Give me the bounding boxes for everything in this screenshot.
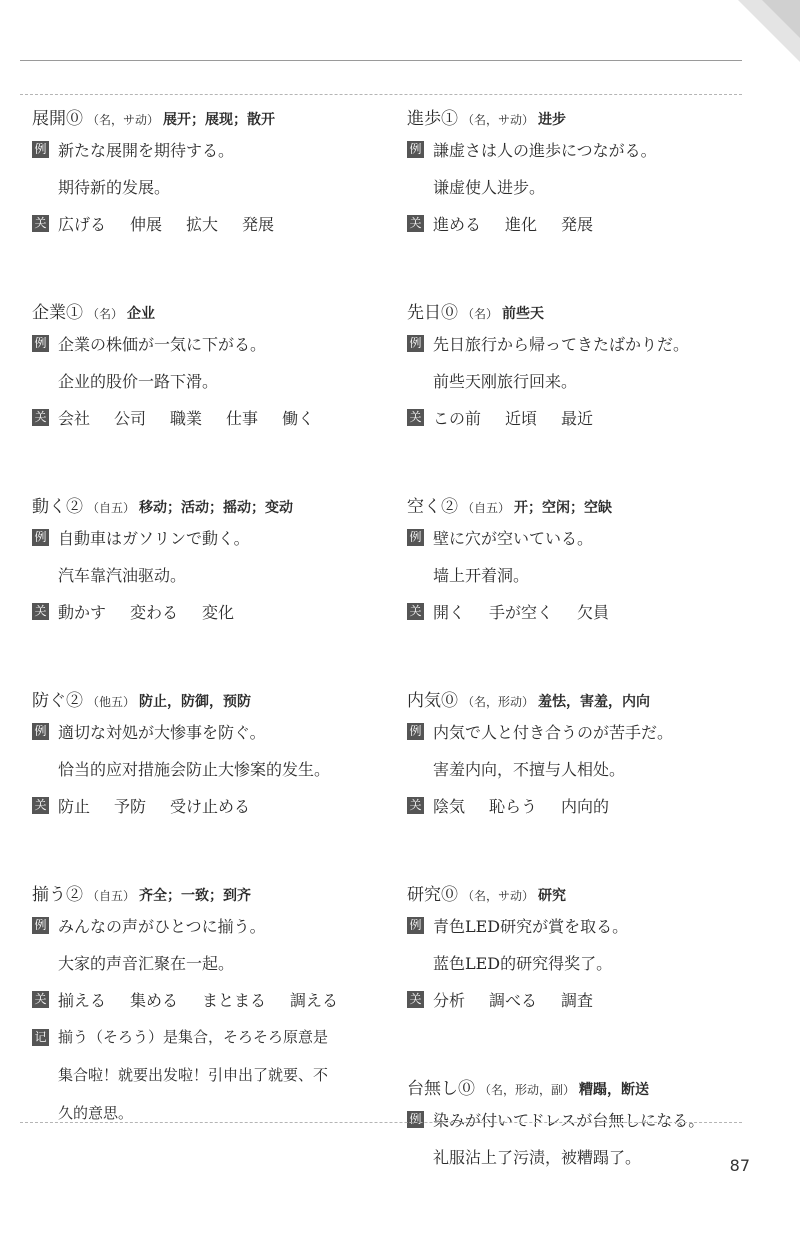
related-tag-icon: 关 [407, 215, 424, 232]
example-japanese: みんなの声がひとつに揃う。 [58, 917, 266, 936]
headword: 動く [32, 497, 66, 517]
part-of-speech: （名，サ动） [462, 889, 535, 903]
example-japanese: 自動車はガソリンで動く。 [58, 529, 250, 548]
example-row [32, 713, 392, 750]
meaning: 研究 [538, 888, 567, 904]
related-word: 陰気 [433, 797, 466, 816]
example-row [407, 325, 767, 362]
example-row [32, 519, 392, 556]
example-translation-row [407, 750, 767, 787]
headword: 企業 [32, 303, 66, 323]
headword-line [32, 690, 392, 713]
header-rule [20, 60, 742, 61]
example-japanese: 謙虚さは人の進歩につながる。 [433, 141, 657, 160]
example-row [407, 519, 767, 556]
vocab-entry [32, 690, 392, 824]
related-row [32, 205, 392, 242]
related-row [32, 399, 392, 436]
example-translation-row [407, 1138, 767, 1175]
related-row [407, 787, 767, 824]
accent-mark: ② [66, 691, 83, 711]
example-translation-row [32, 944, 392, 981]
meaning: 展开；展现；散开 [163, 112, 276, 128]
related-word: 調べる [489, 991, 538, 1010]
example-tag-icon: 例 [407, 529, 424, 546]
meaning: 羞怯，害羞，内向 [538, 694, 651, 710]
example-translation-row [32, 168, 392, 205]
meaning: 进步 [538, 112, 567, 128]
accent-mark: ① [66, 303, 83, 323]
example-japanese: 壁に穴が空いている。 [433, 529, 594, 548]
related-tag-icon: 关 [407, 797, 424, 814]
related-word: まとまる [202, 991, 267, 1010]
related-row [32, 593, 392, 630]
example-tag-icon: 例 [32, 335, 49, 352]
headword-line [407, 496, 767, 519]
related-tag-icon: 关 [32, 991, 49, 1008]
accent-mark: ⓪ [441, 303, 458, 323]
related-word: 手が空く [489, 603, 554, 622]
related-tag-icon: 关 [32, 409, 49, 426]
example-tag-icon: 例 [32, 917, 49, 934]
accent-mark: ② [66, 497, 83, 517]
related-word: 公司 [114, 409, 147, 428]
vocab-entry [407, 690, 767, 824]
example-japanese: 内気で人と付き合うのが苦手だ。 [433, 723, 674, 742]
meaning: 齐全；一致；到齐 [139, 888, 252, 904]
left-column [32, 108, 392, 1192]
example-row [407, 907, 767, 944]
vocab-entry [32, 302, 392, 436]
headword: 台無し [407, 1079, 458, 1099]
related-word: 変化 [202, 603, 235, 622]
headword-line [32, 108, 392, 131]
related-row [32, 787, 392, 824]
headword: 研究 [407, 885, 441, 905]
example-chinese: 墙上开着洞。 [433, 566, 530, 585]
part-of-speech: （名，形动） [462, 695, 535, 709]
note-line [32, 1056, 392, 1094]
vocab-entry [32, 884, 392, 1132]
example-row [407, 1101, 767, 1138]
note-tag-icon: 记 [32, 1029, 49, 1046]
example-row [407, 131, 767, 168]
related-word: この前 [433, 409, 482, 428]
example-chinese: 大家的声音汇聚在一起。 [58, 954, 235, 973]
accent-mark: ② [66, 885, 83, 905]
accent-mark: ⓪ [441, 885, 458, 905]
vocab-entry [407, 884, 767, 1018]
headword-line [32, 496, 392, 519]
related-word: 欠員 [577, 603, 610, 622]
example-japanese: 適切な対処が大惨事を防ぐ。 [58, 723, 266, 742]
headword-line [407, 690, 767, 713]
example-tag-icon: 例 [32, 723, 49, 740]
related-word: 働く [282, 409, 315, 428]
accent-mark: ⓪ [66, 109, 83, 129]
example-tag-icon: 例 [407, 1111, 424, 1128]
related-word: 職業 [170, 409, 203, 428]
related-word: 集める [130, 991, 179, 1010]
related-row [32, 981, 392, 1018]
related-word: 予防 [114, 797, 147, 816]
part-of-speech: （名） [462, 307, 499, 321]
vocab-entry [32, 496, 392, 630]
example-chinese: 蓝色LED的研究得奖了。 [433, 954, 613, 973]
example-translation-row [407, 168, 767, 205]
related-tag-icon: 关 [32, 603, 49, 620]
example-row [32, 325, 392, 362]
part-of-speech: （自五） [87, 501, 136, 515]
related-tag-icon: 关 [407, 603, 424, 620]
headword-line [32, 302, 392, 325]
related-word: 調査 [561, 991, 594, 1010]
related-word: 発展 [242, 215, 275, 234]
related-word: 進化 [505, 215, 538, 234]
vocab-entry [32, 108, 392, 242]
related-word: 伸展 [130, 215, 163, 234]
example-japanese: 企業の株価が一気に下がる。 [58, 335, 267, 354]
top-dashed-divider [20, 94, 742, 95]
related-row [407, 981, 767, 1018]
headword-line [407, 108, 767, 131]
meaning: 糟蹋，断送 [579, 1082, 650, 1098]
related-word: 変わる [130, 603, 179, 622]
example-chinese: 期待新的发展。 [58, 178, 171, 197]
note-line [32, 1094, 392, 1132]
example-row [32, 907, 392, 944]
headword: 防ぐ [32, 691, 66, 711]
related-word: 広げる [58, 215, 107, 234]
headword: 進歩 [407, 109, 441, 129]
related-row [407, 205, 767, 242]
vocab-entry [407, 302, 767, 436]
part-of-speech: （名） [87, 307, 124, 321]
headword: 先日 [407, 303, 441, 323]
part-of-speech: （名，サ动） [462, 113, 535, 127]
headword-line [32, 884, 392, 907]
example-japanese: 染みが付いてドレスが台無しになる。 [433, 1111, 705, 1130]
page-number: 87 [729, 1156, 750, 1175]
part-of-speech: （他五） [87, 695, 136, 709]
related-word: 防止 [58, 797, 91, 816]
example-translation-row [407, 556, 767, 593]
accent-mark: ① [441, 109, 458, 129]
example-chinese: 汽车靠汽油驱动。 [58, 566, 187, 585]
accent-mark: ⓪ [458, 1079, 475, 1099]
example-chinese: 谦虚使人进步。 [433, 178, 546, 197]
related-row [407, 593, 767, 630]
related-word: 恥らう [489, 797, 538, 816]
meaning: 企业 [127, 306, 156, 322]
vocab-entry [407, 108, 767, 242]
related-word: 調える [290, 991, 339, 1010]
related-word: 受け止める [170, 797, 251, 816]
related-word: 揃える [58, 991, 107, 1010]
example-chinese: 礼服沾上了污渍，被糟蹋了。 [433, 1148, 642, 1167]
meaning: 防止，防御，预防 [139, 694, 252, 710]
headword: 内気 [407, 691, 441, 711]
related-word: 発展 [561, 215, 594, 234]
related-tag-icon: 关 [407, 991, 424, 1008]
related-word: 近頃 [505, 409, 538, 428]
example-chinese: 恰当的应对措施会防止大惨案的发生。 [58, 760, 331, 779]
accent-mark: ② [441, 497, 458, 517]
related-word: 分析 [433, 991, 466, 1010]
right-column [407, 108, 767, 1235]
note-line [32, 1018, 392, 1056]
page-corner-fold-inner [762, 0, 800, 38]
part-of-speech: （名，サ动） [87, 113, 160, 127]
example-chinese: 害羞内向，不擅与人相处。 [433, 760, 626, 779]
example-row [407, 713, 767, 750]
example-translation-row [32, 750, 392, 787]
related-word: 動かす [58, 603, 107, 622]
example-tag-icon: 例 [407, 723, 424, 740]
related-word: 進める [433, 215, 482, 234]
example-translation-row [407, 362, 767, 399]
example-chinese: 企业的股价一路下滑。 [58, 372, 219, 391]
headword: 空く [407, 497, 441, 517]
part-of-speech: （自五） [462, 501, 511, 515]
example-chinese: 前些天刚旅行回来。 [433, 372, 578, 391]
meaning: 前些天 [502, 306, 545, 322]
related-word: 拡大 [186, 215, 219, 234]
related-word: 内向的 [561, 797, 610, 816]
vocab-entry [407, 1078, 767, 1175]
example-japanese: 青色LED研究が賞を取る。 [433, 917, 629, 936]
example-tag-icon: 例 [32, 529, 49, 546]
example-japanese: 新たな展開を期待する。 [58, 141, 235, 160]
vocab-entry [407, 496, 767, 630]
meaning: 开；空闲；空缺 [514, 500, 613, 516]
related-word: 会社 [58, 409, 91, 428]
related-tag-icon: 关 [32, 797, 49, 814]
related-word: 開く [433, 603, 466, 622]
part-of-speech: （自五） [87, 889, 136, 903]
example-japanese: 先日旅行から帰ってきたばかりだ。 [433, 335, 690, 354]
headword-line [407, 884, 767, 907]
bottom-dashed-divider [20, 1122, 742, 1123]
example-translation-row [407, 944, 767, 981]
meaning: 移动；活动；摇动；变动 [139, 500, 294, 516]
accent-mark: ⓪ [441, 691, 458, 711]
note-text: 集合啦！就要出发啦！引申出了就要、不 [58, 1066, 329, 1084]
related-tag-icon: 关 [407, 409, 424, 426]
example-translation-row [32, 556, 392, 593]
example-tag-icon: 例 [407, 141, 424, 158]
example-tag-icon: 例 [32, 141, 49, 158]
headword: 揃う [32, 885, 66, 905]
related-tag-icon: 关 [32, 215, 49, 232]
example-tag-icon: 例 [407, 917, 424, 934]
related-word: 仕事 [226, 409, 259, 428]
headword-line [407, 1078, 767, 1101]
example-translation-row [32, 362, 392, 399]
related-row [407, 399, 767, 436]
example-tag-icon: 例 [407, 335, 424, 352]
headword: 展開 [32, 109, 66, 129]
example-row [32, 131, 392, 168]
headword-line [407, 302, 767, 325]
related-word: 最近 [561, 409, 594, 428]
note-text: 久的意思。 [58, 1104, 134, 1122]
note-text: 揃う（そろう）是集合，そろそろ原意是 [58, 1028, 329, 1046]
part-of-speech: （名，形动，副） [479, 1083, 576, 1097]
